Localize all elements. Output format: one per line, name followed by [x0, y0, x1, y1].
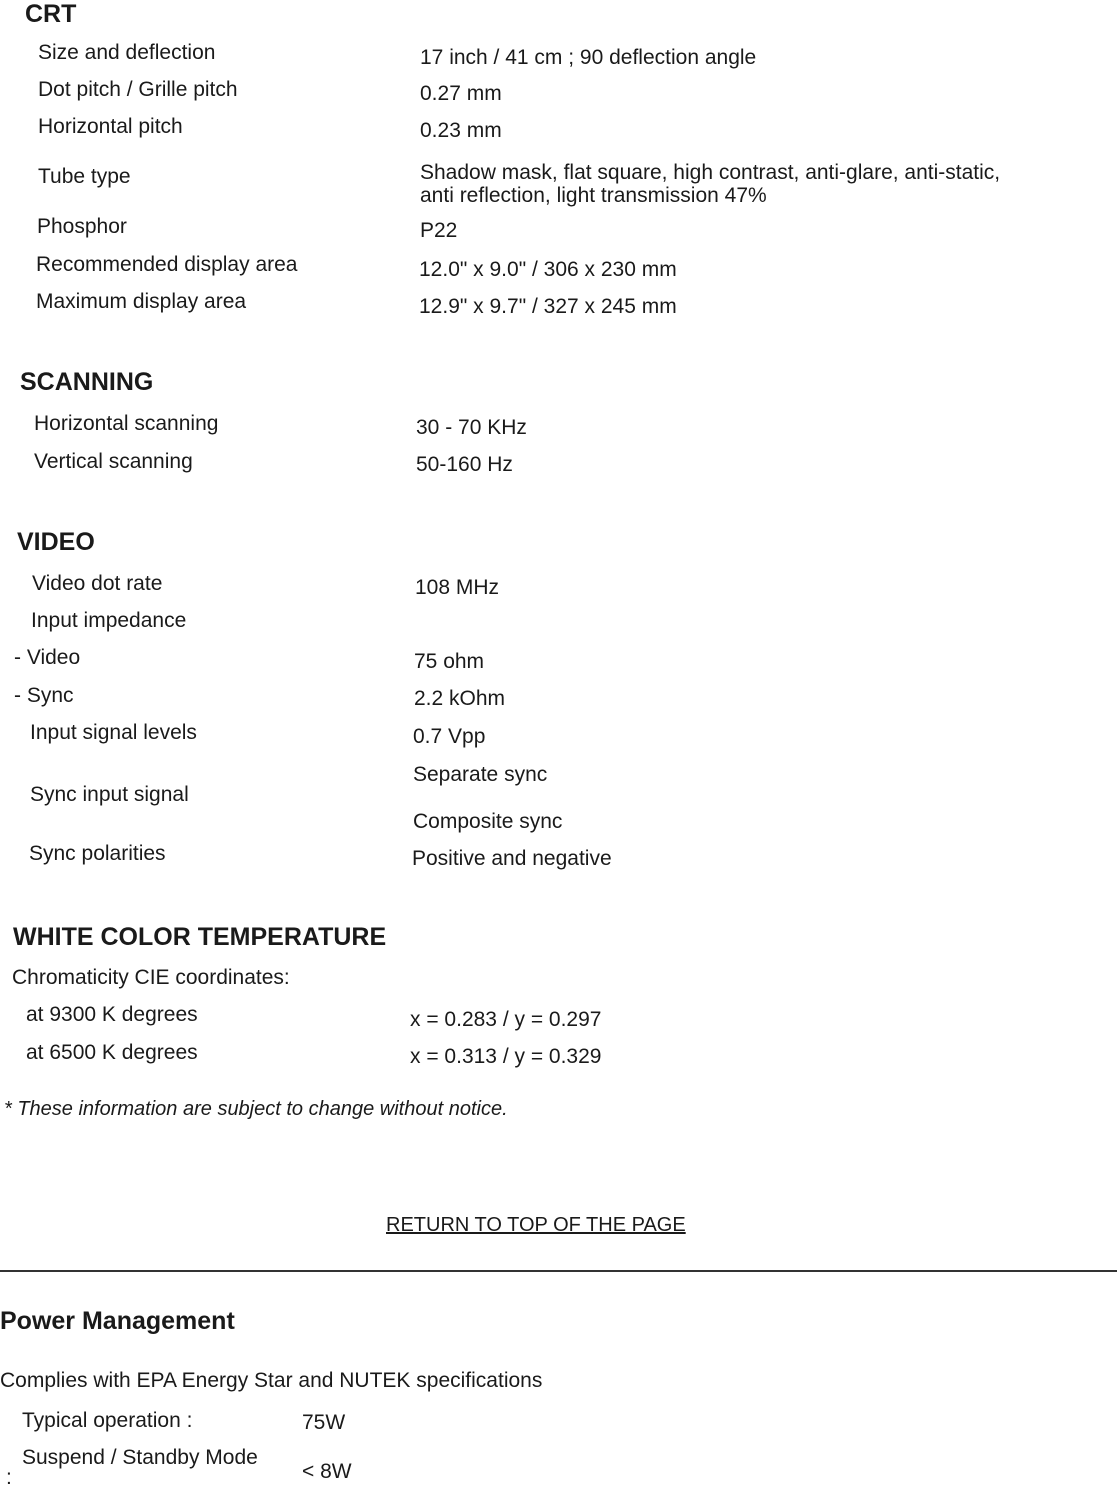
spec-value-cont: anti reflection, light transmission 47%: [420, 184, 767, 207]
spec-value: 17 inch / 41 cm ; 90 deflection angle: [420, 46, 757, 69]
spec-value: 75 ohm: [414, 650, 485, 673]
divider: [0, 1270, 1117, 1272]
white-color-heading: WHITE COLOR TEMPERATURE: [13, 923, 387, 951]
scanning-heading: SCANNING: [20, 368, 154, 396]
spec-label: Tube type: [38, 165, 131, 188]
spec-value: 12.0" x 9.0" / 306 x 230 mm: [419, 258, 677, 281]
spec-label: Maximum display area: [36, 290, 247, 313]
spec-value: < 8W: [302, 1460, 352, 1483]
power-management-heading: Power Management: [0, 1307, 235, 1335]
video-heading: VIDEO: [17, 528, 95, 556]
spec-label: Video dot rate: [32, 572, 163, 595]
spec-value: x = 0.313 / y = 0.329: [410, 1045, 602, 1068]
spec-value: 0.23 mm: [420, 119, 502, 142]
white-color-subheading: Chromaticity CIE coordinates:: [12, 966, 290, 989]
spec-value: Separate sync: [413, 763, 548, 786]
spec-label: Input impedance: [31, 609, 187, 632]
spec-label: at 9300 K degrees: [26, 1003, 198, 1026]
spec-label-colon: :: [6, 1466, 12, 1489]
spec-label: Vertical scanning: [34, 450, 193, 473]
spec-label: at 6500 K degrees: [26, 1041, 198, 1064]
spec-label: Typical operation :: [22, 1409, 193, 1432]
spec-value: 12.9" x 9.7" / 327 x 245 mm: [419, 295, 677, 318]
spec-label: - Video: [14, 646, 81, 669]
spec-value: 108 MHz: [415, 576, 500, 599]
spec-label: Horizontal pitch: [38, 115, 183, 138]
spec-label: Horizontal scanning: [34, 412, 219, 435]
spec-label: Sync input signal: [30, 783, 189, 806]
spec-value: 2.2 kOhm: [414, 687, 506, 710]
return-to-top-link[interactable]: RETURN TO TOP OF THE PAGE: [386, 1214, 686, 1236]
spec-value: Shadow mask, flat square, high contrast, anti-glare, anti-static,: [420, 161, 1001, 184]
spec-label: Recommended display area: [36, 253, 298, 276]
spec-value: 0.7 Vpp: [413, 725, 486, 748]
spec-label: Sync polarities: [29, 842, 166, 865]
spec-value: 0.27 mm: [420, 82, 502, 105]
spec-value: 75W: [302, 1411, 346, 1434]
disclaimer-note: * These information are subject to change without notice.: [4, 1098, 508, 1120]
crt-heading: CRT: [25, 0, 77, 28]
spec-label: - Sync: [14, 684, 74, 707]
spec-label: Size and deflection: [38, 41, 216, 64]
power-intro: Complies with EPA Energy Star and NUTEK specifications: [0, 1369, 543, 1392]
spec-value: Positive and negative: [412, 847, 612, 870]
spec-label: Suspend / Standby Mode: [22, 1446, 258, 1469]
spec-value-cont: Composite sync: [413, 810, 563, 833]
spec-label: Dot pitch / Grille pitch: [38, 78, 238, 101]
spec-value: 30 - 70 KHz: [416, 416, 527, 439]
spec-label: Input signal levels: [30, 721, 197, 744]
spec-value: 50-160 Hz: [416, 453, 513, 476]
spec-value: x = 0.283 / y = 0.297: [410, 1008, 602, 1031]
spec-value: P22: [420, 219, 458, 242]
spec-label: Phosphor: [37, 215, 127, 238]
